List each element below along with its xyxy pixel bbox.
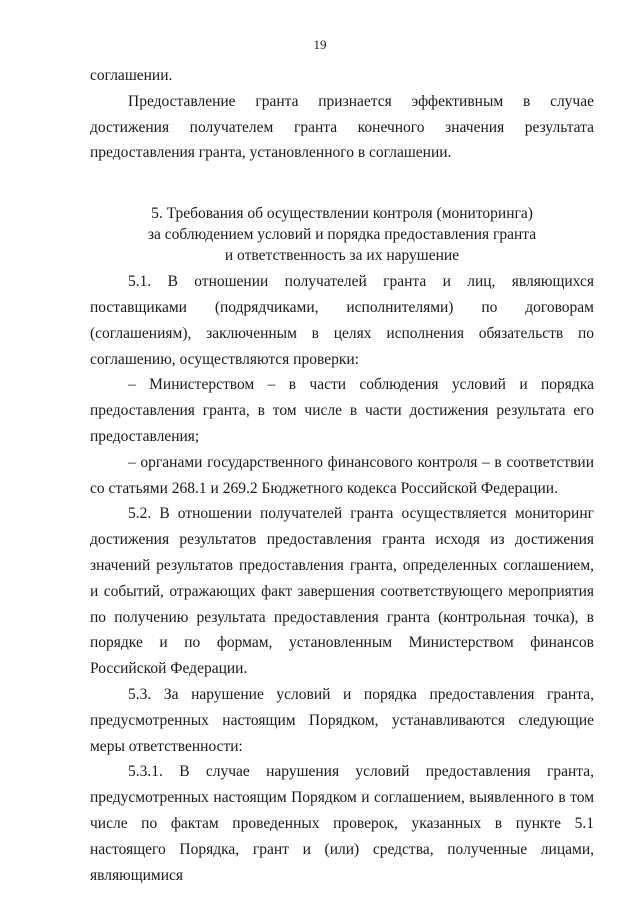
clause-5-2: 5.2. В отношении получателей гранта осуществляется мониторинг достижения результатов предоставления гранта исходя из достижения значений результатов предоставления гранта, определенных соглашением, и событий, отражающих факт завершения соответствующего мероприятия по получению результата предоставления гранта (контрольная точка), в порядке и по формам, установленным Министерством финансов Российской Федерации. [90, 505, 594, 678]
clause-5-1-ministry: – Министерством – в части соблюдения условий и порядка предоставления гранта, в том числе в части достижения результата его предоставления; [90, 376, 594, 445]
clause-5-3-1: 5.3.1. В случае нарушения условий предоставления гранта, предусмотренных настоящим Порядком и соглашением, выявленного в том числе по фактам проведенных проверок, указанных в пункте 5.1 настоящего Порядка, грант и (или) средства, полученные лицами, являющимися [90, 763, 594, 884]
page-number: 19 [313, 37, 327, 52]
clause-5-3: 5.3. За нарушение условий и порядка предоставления гранта, предусмотренных настоящим Порядком, устанавливаются следующие меры ответственности: [90, 685, 594, 755]
section-heading-line-1: 5. Требования об осуществлении контроля (мониторинга) [151, 205, 533, 223]
section-heading-line-2: за соблюдением условий и порядка предоставления гранта [147, 226, 537, 244]
clause-5-1-control-bodies: – органами государственного финансового контроля – в соответствии со статьями 268.1 и 269.2 Бюджетного кодекса Российской Федерации. [90, 453, 594, 497]
section-heading [90, 203, 594, 266]
section-heading-line-3: и ответственность за их нарушение [224, 247, 460, 265]
paragraph-continuation: соглашении. [90, 67, 173, 84]
clause-5-1: 5.1. В отношении получателей гранта и лиц, являющихся поставщиками (подрядчиками, исполнителями) по договорам (соглашениям), заключенным в целях исполнения обязательств по соглашению, осуществляются проверки: [90, 273, 594, 368]
document-body [90, 63, 594, 888]
paragraph-grant-efficiency: Предоставление гранта признается эффективным в случае достижения получателем гранта конечного значения результата предоставления гранта, установленного в соглашении. [90, 92, 594, 162]
